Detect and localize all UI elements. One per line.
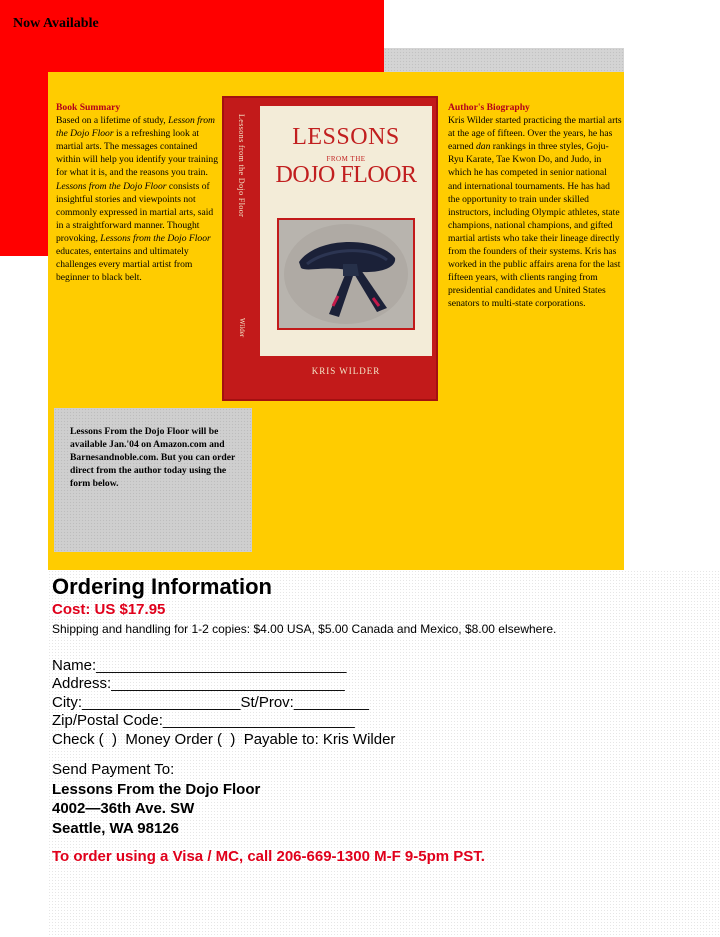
author-biography-heading: Author's Biography [448,102,530,113]
italic-text: dan [475,141,491,153]
ordering-cost: Cost: US $17.95 [52,601,166,618]
form-payment-line: Check ( ) Money Order ( ) Payable to: Kris Wilder [52,730,396,748]
text-run: is a refreshing look at martial arts. The messages contained within will help you identify your training for what it is, and the reasons you train. [56,128,219,179]
book-front-cover [260,106,432,356]
cover-title-dojo-floor: DOJO FLOOR [275,162,417,188]
ordering-section [52,574,712,866]
visa-order-info: To order using a Visa / MC, call 206-669-1300 M-F 9-5pm PST. [52,848,485,866]
cover-title-from-the: FROM THE [326,155,366,163]
author-biography-text [448,115,622,309]
send-payment-block [52,760,712,838]
address-line-name: Lessons From the Dojo Floor [52,780,261,798]
ordering-title: Ordering Information [52,574,272,599]
availability-text: Lessons From the Dojo Floor will be available Jan.'04 on Amazon.com and Barnesandnoble.com. But you can order direct from the author today using the form below. [70,426,236,490]
black-belt-photo [277,218,415,330]
form-name-line: Name:______________________________ [52,657,347,674]
address-line-street: 4002—36th Ave. SW [52,800,195,818]
order-form [52,657,712,749]
gray-accent-strip [384,48,624,72]
form-zip-line: Zip/Postal Code:_______________________ [52,712,355,730]
italic-text: Lesson from the Dojo Floor [56,115,215,140]
availability-box [54,408,252,552]
black-belt-icon [277,218,415,330]
shipping-info: Shipping and handling for 1-2 copies: $4.00 USA, $5.00 Canada and Mexico, $8.00 elsewhere. [52,622,557,636]
form-city-line: City:___________________St/Prov:_________ [52,693,369,711]
book-summary-text [56,115,218,283]
book-spine-author: Wilder [238,318,246,338]
book-summary [56,101,220,284]
author-biography [448,101,622,311]
cover-author-name: KRIS WILDER [311,366,381,376]
cover-title-lessons: LESSONS [292,124,400,150]
text-run: consists of insightful stories and viewpoints not commonly expressed in martial arts, said in a straightforward manner. Thought provoking, [56,180,214,244]
address-line-city: Seattle, WA 98126 [52,819,180,837]
book-summary-heading: Book Summary [56,102,121,113]
text-run: Kris Wilder started practicing the martial arts at the age of fifteen. Over the years, he has earned [448,115,622,153]
form-address-line: Address:____________________________ [52,675,345,693]
text-run: educates, entertains and ultimately challenges every martial artist from beginner to black belt. [56,246,193,284]
now-available-label: Now Available [13,16,99,31]
book-spine-title: Lessons from the Dojo Floor [237,114,246,218]
text-run: rankings in three styles, Goju-Ryu Karate, Tae Kwon Do, and Judo, in which he has competed in senior national and international tournaments. He has had the opportunity to train under skilled instructors, including Olympic athletes, state champions, national champions, and gifted martial artists who take their lineage directly from the founders of their systems. Kris has worked in the public affairs arena for the last fifteen years, with clients ranging from presidential candidates and United States senators to multi-state corporations. [448,141,621,310]
send-payment-label: Send Payment To: [52,761,175,779]
italic-text: Lessons from the Dojo Floor [56,180,167,192]
italic-text: Lessons from the Dojo Floor [100,232,211,244]
book-cover-image [222,96,438,401]
text-run: Based on a lifetime of study, [56,115,169,127]
